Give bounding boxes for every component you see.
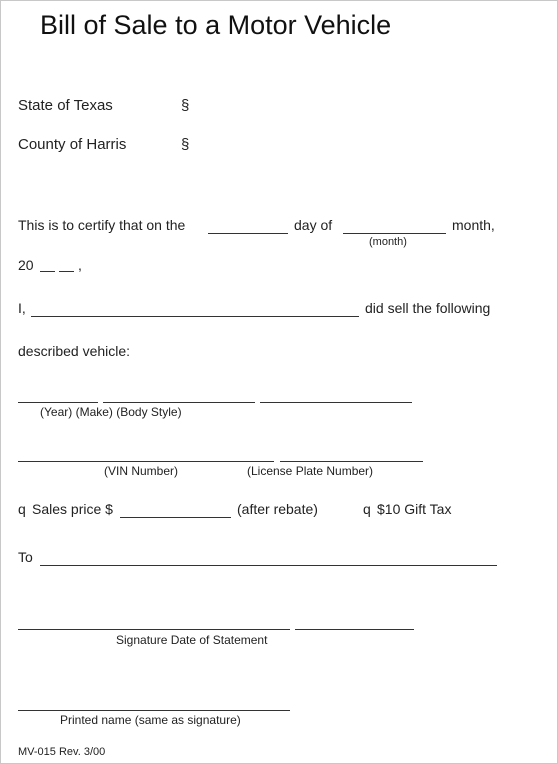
make-blank	[103, 402, 255, 403]
printed-name-caption: Printed name (same as signature)	[60, 713, 241, 727]
year-blank	[18, 402, 98, 403]
section-symbol: §	[181, 136, 190, 153]
year-digit-blank	[40, 271, 55, 272]
vehicle-caption: (Year) (Make) (Body Style)	[40, 405, 182, 419]
state-label: State of Texas	[18, 97, 113, 114]
sold-text: did sell the following	[365, 300, 491, 316]
month-caption: (month)	[369, 236, 407, 248]
section-symbol: §	[181, 97, 190, 114]
month-blank	[343, 233, 446, 234]
sales-price-label: Sales price $	[32, 501, 113, 517]
body-style-blank	[260, 402, 412, 403]
year-prefix: 20	[18, 257, 34, 273]
plate-caption: (License Plate Number)	[247, 464, 374, 478]
day-of-label: day of	[294, 217, 333, 233]
seller-prefix: I,	[18, 300, 26, 316]
month-label: month,	[452, 217, 495, 233]
printed-name-blank	[18, 710, 290, 711]
gift-tax-checkbox-icon: q	[363, 501, 371, 517]
sales-price-checkbox-icon: q	[18, 501, 26, 517]
signature-blank	[18, 629, 290, 630]
certify-text: This is to certify that on the	[18, 217, 186, 233]
day-blank	[208, 233, 288, 234]
signature-caption: Signature Date of Statement	[116, 633, 268, 647]
gift-tax-label: $10 Gift Tax	[377, 501, 452, 517]
year-comma: ,	[78, 257, 82, 273]
license-plate-blank	[280, 461, 423, 462]
year-digit-blank	[59, 271, 74, 272]
vin-blank	[18, 461, 274, 462]
form-title: Bill of Sale to a Motor Vehicle	[40, 10, 392, 40]
to-label: To	[18, 549, 33, 565]
described-vehicle-label: described vehicle:	[18, 343, 131, 359]
form-number: MV-015 Rev. 3/00	[18, 746, 106, 758]
seller-name-blank	[31, 316, 359, 317]
county-label: County of Harris	[18, 136, 127, 153]
date-blank	[295, 629, 414, 630]
vin-caption: (VIN Number)	[104, 464, 179, 478]
sales-price-blank	[120, 517, 231, 518]
recipient-blank	[40, 565, 497, 566]
after-rebate-label: (after rebate)	[237, 501, 318, 517]
